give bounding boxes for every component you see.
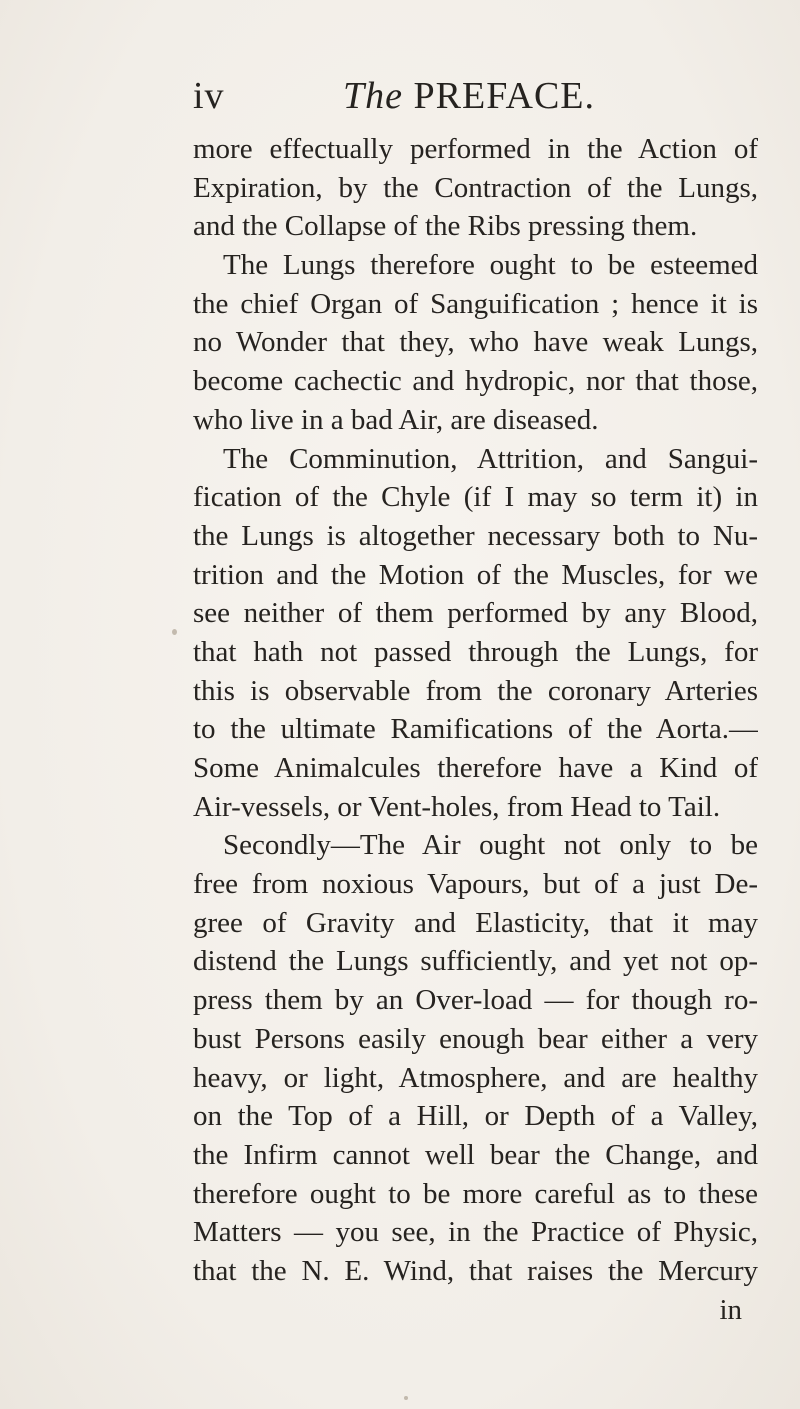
text-line: fication of the Chyle (if I may so term it) in xyxy=(193,481,758,514)
paper-speck xyxy=(172,629,177,635)
text-line: Secondly—The Air ought not only to be xyxy=(223,829,758,862)
text-line: The Lungs therefore ought to be esteemed xyxy=(223,249,758,282)
text-line: free from noxious Vapours, but of a just De- xyxy=(193,868,758,901)
text-line: Some Animalcules therefore have a Kind of xyxy=(193,752,758,784)
text-line: no Wonder that they, who have weak Lungs, xyxy=(193,326,758,359)
running-title-word: PREFACE. xyxy=(413,75,596,117)
text-line: on the Top of a Hill, or Depth of a Valley, xyxy=(193,1100,758,1133)
text-line: Expiration, by the Contraction of the Lungs, xyxy=(193,171,758,204)
running-title xyxy=(343,74,595,118)
text-line: see neither of them performed by any Blood, xyxy=(193,597,758,630)
text-line: bust Persons easily enough bear either a very xyxy=(193,1022,758,1055)
text-line: that the N. E. Wind, that raises the Mercury xyxy=(193,1254,758,1287)
text-line: trition and the Motion of the Muscles, for we xyxy=(193,558,758,591)
text-line: The Comminution, Attrition, and Sangui- xyxy=(223,442,758,475)
text-line: gree of Gravity and Elasticity, that it may xyxy=(193,906,758,939)
text-line: to the ultimate Ramifications of the Aorta.— xyxy=(193,713,758,746)
text-line: press them by an Over-load — for though ro- xyxy=(193,984,758,1017)
text-line: the chief Organ of Sanguification ; hence it is xyxy=(193,287,758,320)
paper-speck xyxy=(404,1396,408,1400)
text-line: who live in a bad Air, are diseased. xyxy=(193,403,599,436)
catchword: in xyxy=(719,1293,742,1326)
text-line: this is observable from the coronary Arteries xyxy=(193,674,758,707)
text-line: the Lungs is altogether necessary both to Nu- xyxy=(193,519,758,552)
body-text xyxy=(193,130,758,1329)
text-line: Air-vessels, or Vent-holes, from Head to Tail. xyxy=(193,790,721,823)
text-line: heavy, or light, Atmosphere, and are healthy xyxy=(193,1061,758,1094)
running-head xyxy=(193,74,753,120)
text-line: become cachectic and hydropic, nor that those, xyxy=(193,365,758,398)
page-number: iv xyxy=(193,75,225,117)
text-line: and the Collapse of the Ribs pressing them. xyxy=(193,210,698,243)
text-line: more effectually performed in the Action of xyxy=(193,133,758,165)
text-line: therefore ought to be more careful as to these xyxy=(193,1177,758,1210)
running-title-article: The xyxy=(343,75,403,117)
text-line: distend the Lungs sufficiently, and yet not op- xyxy=(193,945,758,978)
text-line: that hath not passed through the Lungs, for xyxy=(193,635,758,668)
text-line: Matters — you see, in the Practice of Physic, xyxy=(193,1216,758,1249)
text-line: the Infirm cannot well bear the Change, and xyxy=(193,1138,758,1171)
